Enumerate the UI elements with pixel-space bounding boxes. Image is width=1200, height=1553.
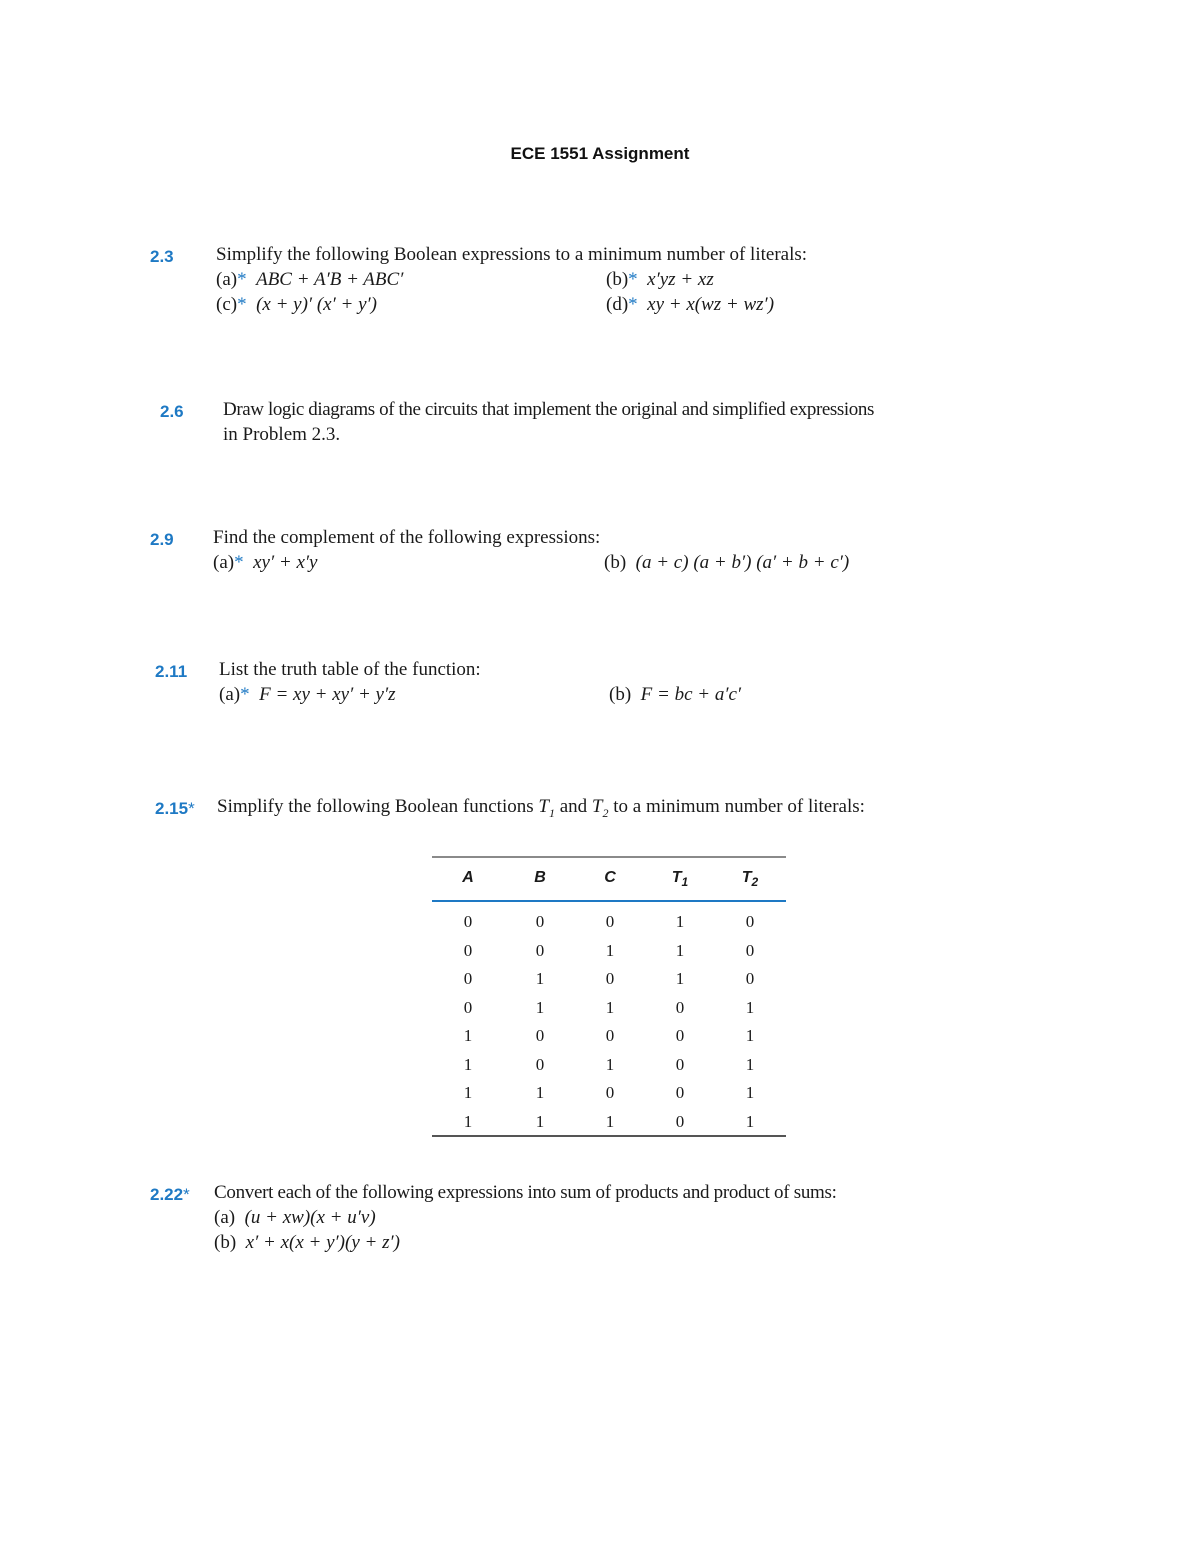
table-cell-t1: 1 bbox=[675, 912, 685, 931]
table-cell-c: 1 bbox=[605, 940, 615, 960]
problem-2-3 bbox=[150, 242, 1050, 322]
problem-number bbox=[155, 796, 195, 821]
table-cell-t1: 0 bbox=[675, 1054, 685, 1074]
problem-2-6 bbox=[160, 397, 1060, 452]
part-label: (b) bbox=[214, 1232, 237, 1253]
expression: xy + x(wz + wz′) bbox=[647, 294, 775, 315]
part-a bbox=[214, 1205, 376, 1230]
expression: ABC + A′B + ABC′ bbox=[256, 269, 404, 290]
problem-number bbox=[150, 1182, 190, 1207]
table-cell-c: 0 bbox=[605, 912, 615, 931]
table-cell-a: 0 bbox=[463, 969, 473, 988]
part-label: (a) bbox=[219, 684, 241, 705]
problem-text-pre: Simplify the following Boolean functions bbox=[217, 796, 534, 817]
table-cell-t2: 0 bbox=[745, 912, 755, 931]
expression: x′ + x(x + y′)(y + z′) bbox=[245, 1232, 400, 1253]
table-cell-c: 1 bbox=[605, 997, 615, 1017]
table-cell-b: 1 bbox=[535, 969, 545, 988]
header-b: B bbox=[534, 869, 546, 886]
part-a bbox=[216, 267, 403, 292]
header-t1: $T_1$ bbox=[671, 869, 689, 890]
table-cell-c: 0 bbox=[605, 1083, 615, 1102]
table-cell-t2: 1 bbox=[745, 1026, 755, 1045]
problem-text: Find the complement of the following expressions: bbox=[213, 527, 601, 548]
part-b bbox=[604, 550, 849, 575]
table-cell-a: 1 bbox=[463, 1083, 473, 1102]
header-c: C bbox=[604, 869, 616, 886]
t1-symbol: $T_1$ bbox=[538, 796, 555, 820]
table-cell-c: 1 bbox=[605, 1111, 615, 1131]
table-cell-b: 0 bbox=[535, 912, 545, 931]
part-label: (d) bbox=[606, 294, 629, 315]
problem-text bbox=[217, 794, 865, 826]
table-cell-b: 1 bbox=[535, 1111, 545, 1131]
part-label: (b) bbox=[606, 269, 629, 290]
table-cell-t1: 0 bbox=[675, 997, 685, 1017]
problem-number: 2.11 bbox=[155, 662, 188, 681]
part-b bbox=[609, 682, 741, 707]
table-cell-t2: 1 bbox=[745, 1083, 755, 1102]
table-cell-t2: 0 bbox=[745, 969, 755, 988]
star-marker: * bbox=[183, 1185, 190, 1204]
star-marker: * bbox=[628, 294, 638, 315]
part-label: (b) bbox=[604, 552, 627, 573]
table-top-rule bbox=[432, 856, 786, 858]
problem-number-text: 2.22 bbox=[150, 1185, 184, 1204]
star-marker: * bbox=[234, 552, 244, 573]
problem-text-line-2: in Problem 2.3. bbox=[223, 424, 341, 445]
part-label: (c) bbox=[216, 294, 238, 315]
expression: F = bc + a′c′ bbox=[640, 684, 742, 705]
star-marker: * bbox=[240, 684, 250, 705]
expression: x′yz + xz bbox=[647, 269, 714, 290]
problem-number: 2.6 bbox=[160, 402, 184, 421]
table-cell-t1: 0 bbox=[675, 1026, 685, 1045]
table-header-rule bbox=[432, 900, 786, 902]
star-marker: * bbox=[237, 294, 247, 315]
part-d bbox=[606, 292, 774, 317]
problem-text: Convert each of the following expressions into sum of products and product of sums: bbox=[214, 1182, 837, 1203]
table-cell-a: 0 bbox=[463, 997, 473, 1017]
problem-text: List the truth table of the function: bbox=[219, 659, 481, 680]
t2-symbol: $T_2$ bbox=[591, 796, 609, 820]
table-cell-t2: 1 bbox=[745, 997, 755, 1017]
part-label: (a) bbox=[214, 1207, 236, 1228]
table-cell-t1: 0 bbox=[675, 1083, 685, 1102]
table-cell-t1: 0 bbox=[675, 1111, 685, 1131]
problem-2-15 bbox=[155, 794, 1105, 824]
table-cell-b: 0 bbox=[535, 940, 545, 960]
table-cell-c: 0 bbox=[605, 1026, 615, 1045]
part-c bbox=[216, 292, 377, 317]
table-cell-c: 1 bbox=[605, 1054, 615, 1074]
expression: (a + c) (a + b′) (a′ + b + c′) bbox=[635, 552, 850, 573]
problem-number: 2.3 bbox=[150, 247, 174, 266]
star-marker: * bbox=[628, 269, 638, 290]
part-label: (b) bbox=[609, 684, 632, 705]
page-title: ECE 1551 Assignment bbox=[510, 144, 690, 163]
header-t2: $T_2$ bbox=[741, 869, 759, 890]
table-cell-a: 0 bbox=[463, 940, 473, 960]
part-label: (a) bbox=[213, 552, 235, 573]
part-a bbox=[213, 550, 317, 575]
star-marker: * bbox=[188, 799, 195, 818]
problem-2-22 bbox=[150, 1180, 1100, 1260]
problem-2-9 bbox=[150, 525, 1050, 580]
table-cell-t2: 1 bbox=[745, 1111, 755, 1131]
table-cell-b: 0 bbox=[535, 1054, 545, 1074]
table-cell-t1: 1 bbox=[675, 940, 685, 960]
table-cell-b: 1 bbox=[535, 1083, 545, 1102]
problem-number: 2.9 bbox=[150, 530, 174, 549]
table-bottom-rule bbox=[432, 1135, 786, 1137]
table-cell-a: 1 bbox=[463, 1054, 473, 1074]
expression: xy′ + x′y bbox=[253, 552, 318, 573]
problem-text: Simplify the following Boolean expressions to a minimum number of literals: bbox=[216, 244, 808, 265]
table-cell-t1: 1 bbox=[675, 969, 685, 988]
table-cell-b: 1 bbox=[535, 997, 545, 1017]
table-cell-t2: 1 bbox=[745, 1054, 755, 1074]
table-cell-c: 0 bbox=[605, 969, 615, 988]
expression: (u + xw)(x + u′v) bbox=[244, 1207, 376, 1228]
expression: (x + y)′ (x′ + y′) bbox=[256, 294, 377, 315]
expression: F = xy + xy′ + y′z bbox=[259, 684, 396, 705]
part-a bbox=[219, 682, 396, 707]
table-cell-b: 0 bbox=[535, 1026, 545, 1045]
problem-text-line-1: Draw logic diagrams of the circuits that implement the original and simplified expressions bbox=[223, 399, 874, 420]
header-a: A bbox=[462, 869, 474, 886]
part-label: (a) bbox=[216, 269, 238, 290]
problem-text-post: to a minimum number of literals: bbox=[613, 796, 865, 817]
problem-number-text: 2.15 bbox=[155, 799, 189, 818]
table-cell-a: 0 bbox=[463, 912, 473, 931]
problem-text-and: and bbox=[559, 796, 588, 817]
table-cell-t2: 0 bbox=[745, 940, 755, 960]
table-cell-a: 1 bbox=[463, 1111, 473, 1131]
star-marker: * bbox=[237, 269, 247, 290]
table-cell-a: 1 bbox=[463, 1026, 473, 1045]
part-b bbox=[606, 267, 714, 292]
problem-2-11 bbox=[155, 657, 1055, 712]
part-b bbox=[214, 1230, 400, 1255]
